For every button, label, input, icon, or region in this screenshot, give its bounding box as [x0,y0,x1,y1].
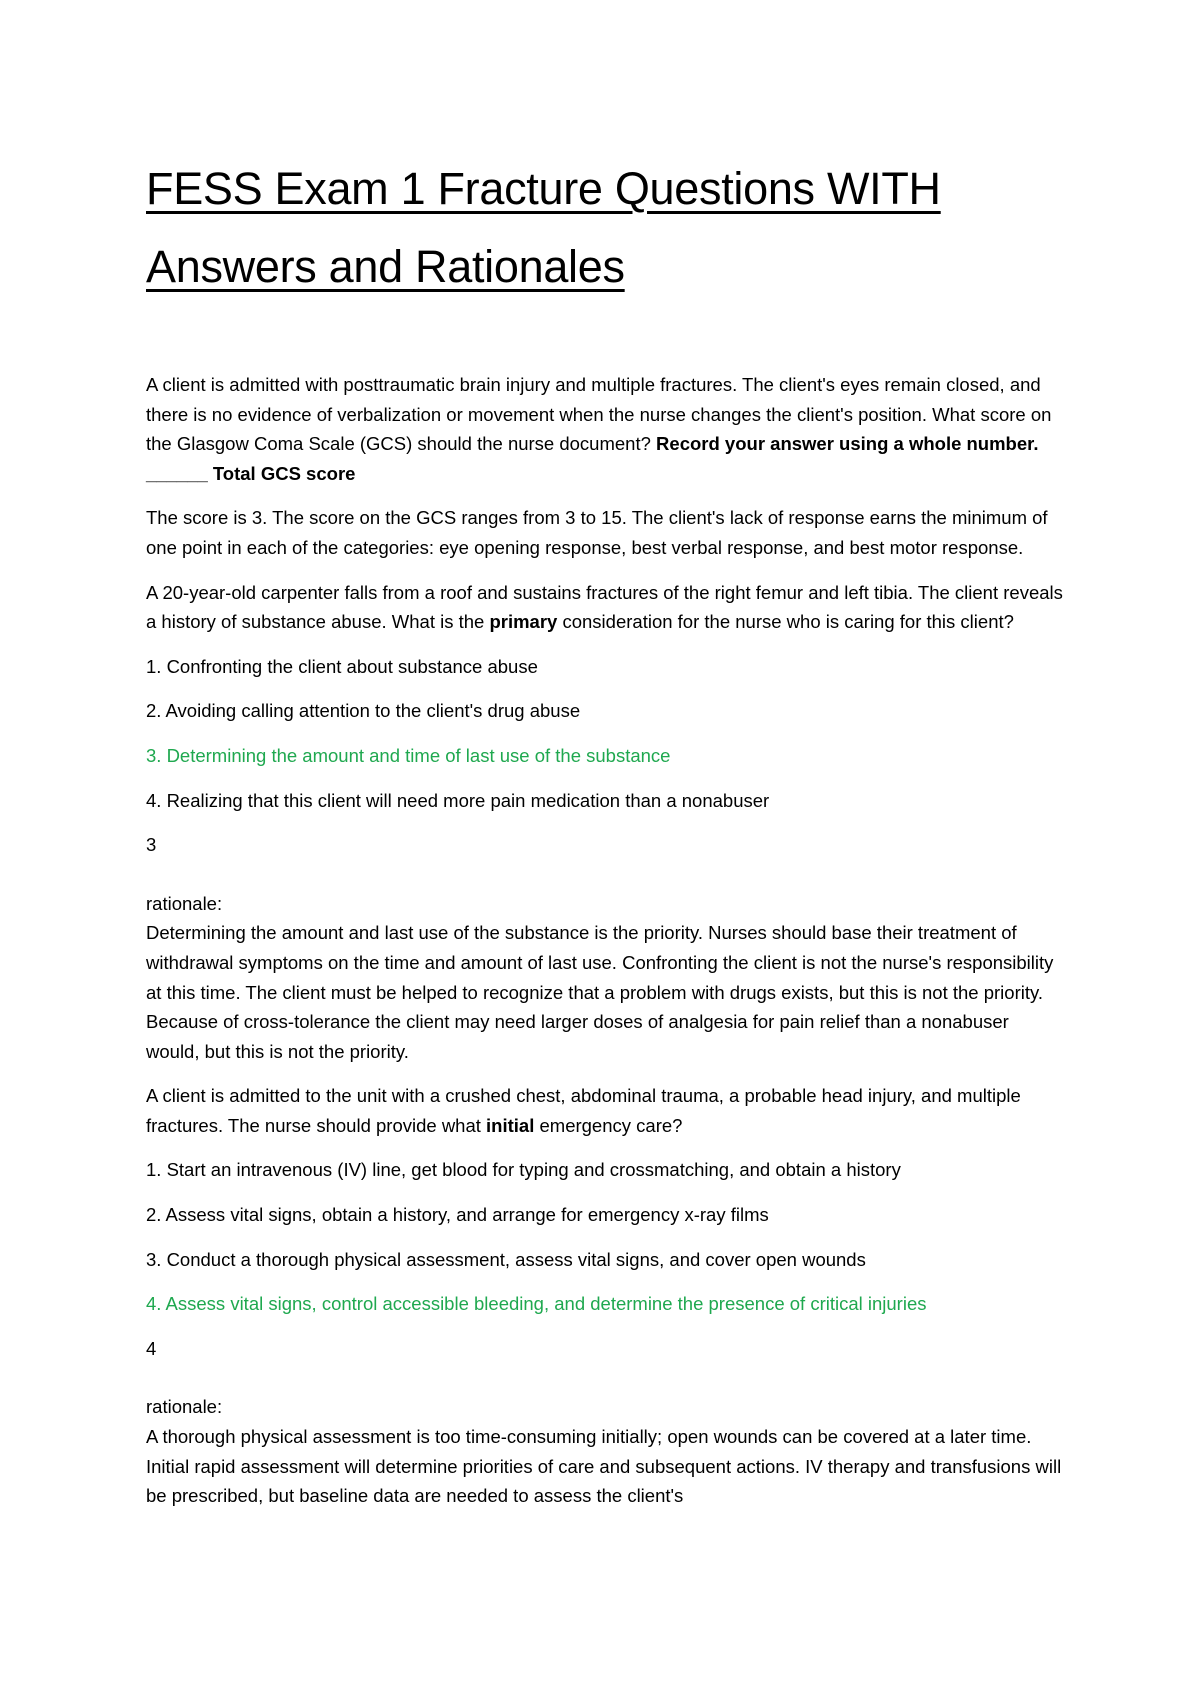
question-1-stem-text: A client is admitted with posttraumatic brain injury and multiple fractures. The client's eyes remain closed, and there is no evidence of verbalization or movement when the nurse changes the client's position. What score on the Glasgow Coma Scale (GCS) should the nurse document? [146,374,1052,455]
question-2-option-3-correct: 3. Determining the amount and time of last use of the substance [146,744,671,766]
question-3-rationale: A thorough physical assessment is too time-consuming initially; open wounds can be covered at a later time. Initial rapid assessment will determine priorities of care and subsequent actions. IV therapy and transfusions will be prescribed, but baseline data are needed to assess the client's [146,1426,1062,1507]
question-1-answer: The score is 3. The score on the GCS ranges from 3 to 15. The client's lack of response earns the minimum of one point in each of the categories: eye opening response, best verbal response, and best motor response. [146,507,1048,558]
question-3-option-1: 1. Start an intravenous (IV) line, get blood for typing and crossmatching, and obtain a history [146,1159,901,1181]
question-2-option-4: 4. Realizing that this client will need more pain medication than a nonabuser [146,789,770,811]
question-2-rationale: Determining the amount and last use of the substance is the priority. Nurses should base their treatment of withdrawal symptoms on the time and amount of last use. Confronting the client is not the nurse's responsibility at this time. The client must be helped to recognize that a problem with drugs exists, but this is not the priority. Because of cross-tolerance the client may need larger doses of analgesia for pain relief than a nonabuser would, but this is not the priority. [146,922,1054,1062]
question-3-stem [146,1081,1066,1140]
question-3-option-2: 2. Assess vital signs, obtain a history, and arrange for emergency x-ray films [146,1204,769,1226]
question-3-rationale-label: rationale: [146,1396,223,1418]
question-2-option-1: 1. Confronting the client about substance abuse [146,655,538,677]
question-2-stem [146,578,1066,637]
question-3-answer: 4 [146,1337,157,1359]
question-3-option-3: 3. Conduct a thorough physical assessment, assess vital signs, and cover open wounds [146,1248,866,1270]
question-2-stem-before: A 20-year-old carpenter falls from a roof and sustains fractures of the right femur and left tibia. The client reveals a history of substance abuse. What is the [146,581,1063,633]
question-3-option-4-correct: 4. Assess vital signs, control accessible bleeding, and determine the presence of critical injuries [146,1293,927,1315]
question-2-answer: 3 [146,834,157,856]
document-page [146,150,1066,1526]
question-3-stem-before: A client is admitted to the unit with a crushed chest, abdominal trauma, a probable head injury, and multiple fractures. The nurse should provide what [146,1085,1021,1136]
question-2-stem-emphasis: primary [489,611,558,633]
document-title: FESS Exam 1 Fracture Questions WITH Answers and Rationales [146,163,941,292]
question-1-stem-instruction: Record your answer using a whole number. ______ Total GCS score [146,433,1039,484]
question-3-stem-after: emergency care? [534,1114,683,1136]
question-2-stem-after: consideration for the nurse who is caring for this client? [557,611,1014,633]
question-2-rationale-label: rationale: [146,892,223,914]
question-1-stem [146,370,1066,488]
question-2-option-2: 2. Avoiding calling attention to the client's drug abuse [146,700,581,722]
question-3-stem-emphasis: initial [486,1114,535,1136]
